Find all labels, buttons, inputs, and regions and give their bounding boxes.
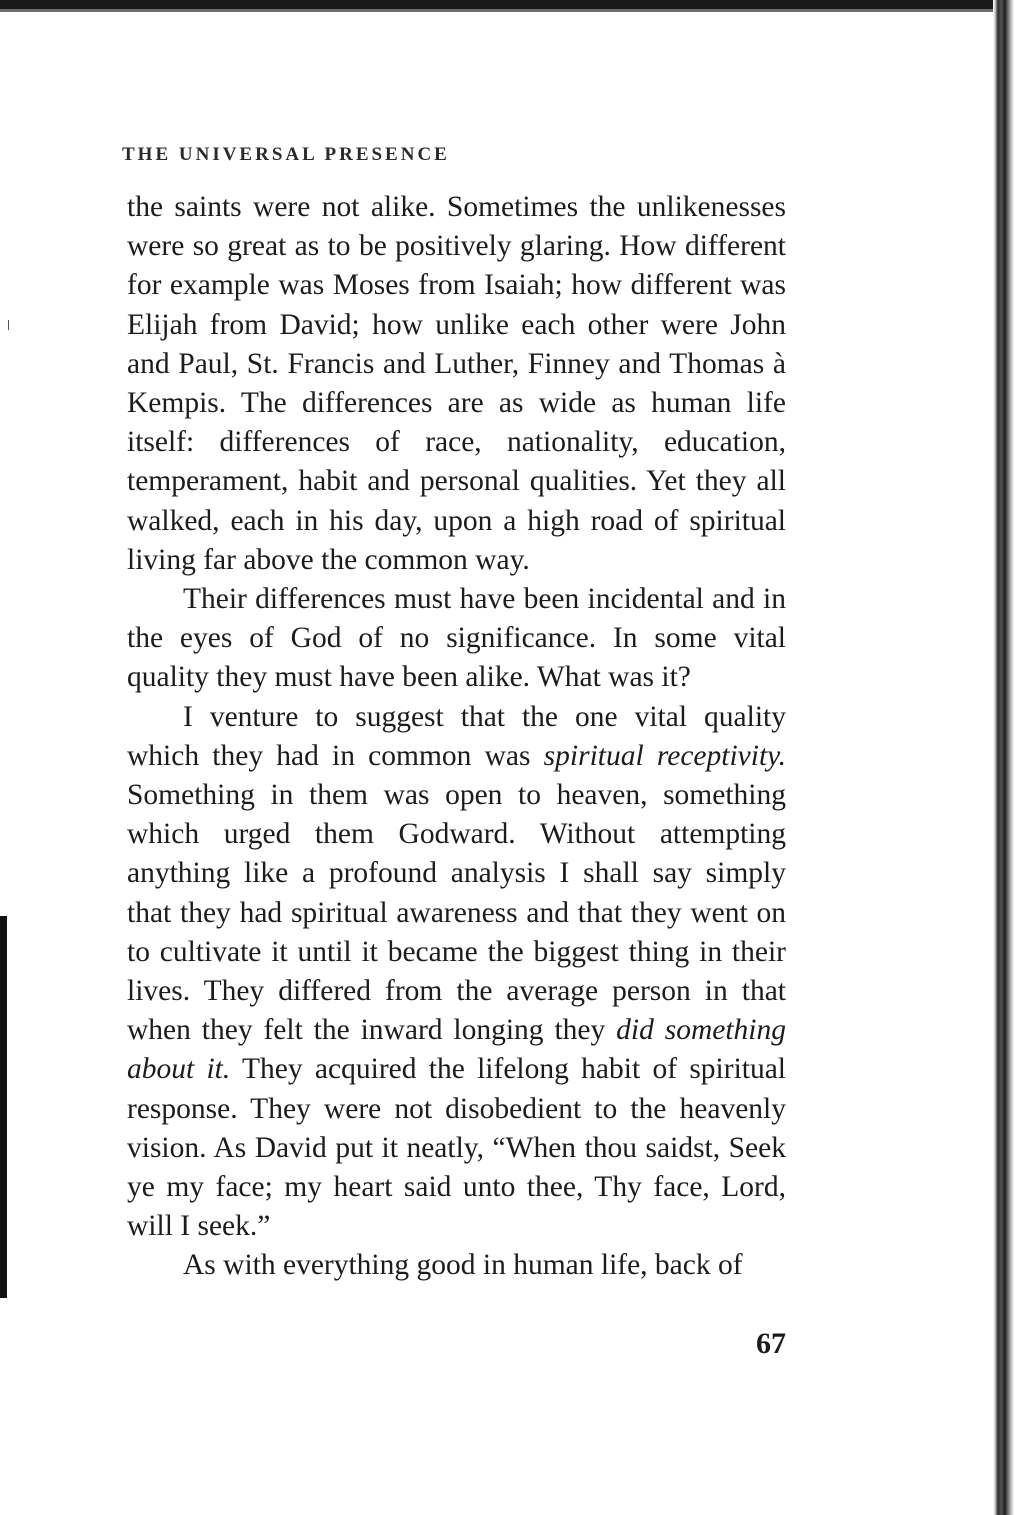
paragraph-3 (127, 698, 786, 1247)
paragraph-3-emphasis-receptivity: spiritual receptivity. (543, 739, 786, 772)
paragraph-3-emphasis-did-something: did something about it. (127, 1014, 786, 1086)
paragraph-3-part-a: I venture to suggest that the one vital quality which they had in common was (127, 700, 786, 772)
paragraph-3-part-b: Something in them was open to heaven, something which urged them Godward. Without attempting anything like a profound analysis I shall say simply that they had spiritual awareness and that they went on to cultivate it until it became the biggest thing in their lives. They differed from the average person in that when they felt the inward longing they (127, 779, 786, 1047)
left-margin-scan-mark (0, 916, 7, 1298)
book-spine-edge (993, 0, 1017, 1515)
top-edge-rule (0, 0, 1017, 9)
running-head: THE UNIVERSAL PRESENCE (122, 144, 450, 165)
paragraph-2: Their differences must have been incidental and in the eyes of God of no significance. In some vital quality they must have been alike. What was it? (127, 583, 786, 694)
paragraph-4: As with everything good in human life, back of (183, 1249, 743, 1282)
paragraph-1: the saints were not alike. Sometimes the unlikenesses were so great as to be positively glaring. How different for example was Moses from Isaiah; how different was Elijah from David; how unlike each other were John and Paul, St. Francis and Luther, Finney and Thomas à Kempis. The differences are as wide as human life itself: differences of race, nationality, education, temperament, habit and personal qualities. Yet they all walked, each in his day, upon a high road of spiritual living far above the common way. (127, 191, 786, 576)
body-text (127, 188, 786, 1286)
left-margin-tick (8, 320, 9, 330)
top-edge-shadow (0, 9, 1017, 12)
page-number: 67 (756, 1327, 786, 1360)
paragraph-3-part-c: They acquired the lifelong habit of spiritual response. They were not disobedient to the heavenly vision. As David put it neatly, “When thou saidst, Seek ye my face; my heart said unto thee, Thy face, Lord, will I seek.” (127, 1053, 786, 1243)
